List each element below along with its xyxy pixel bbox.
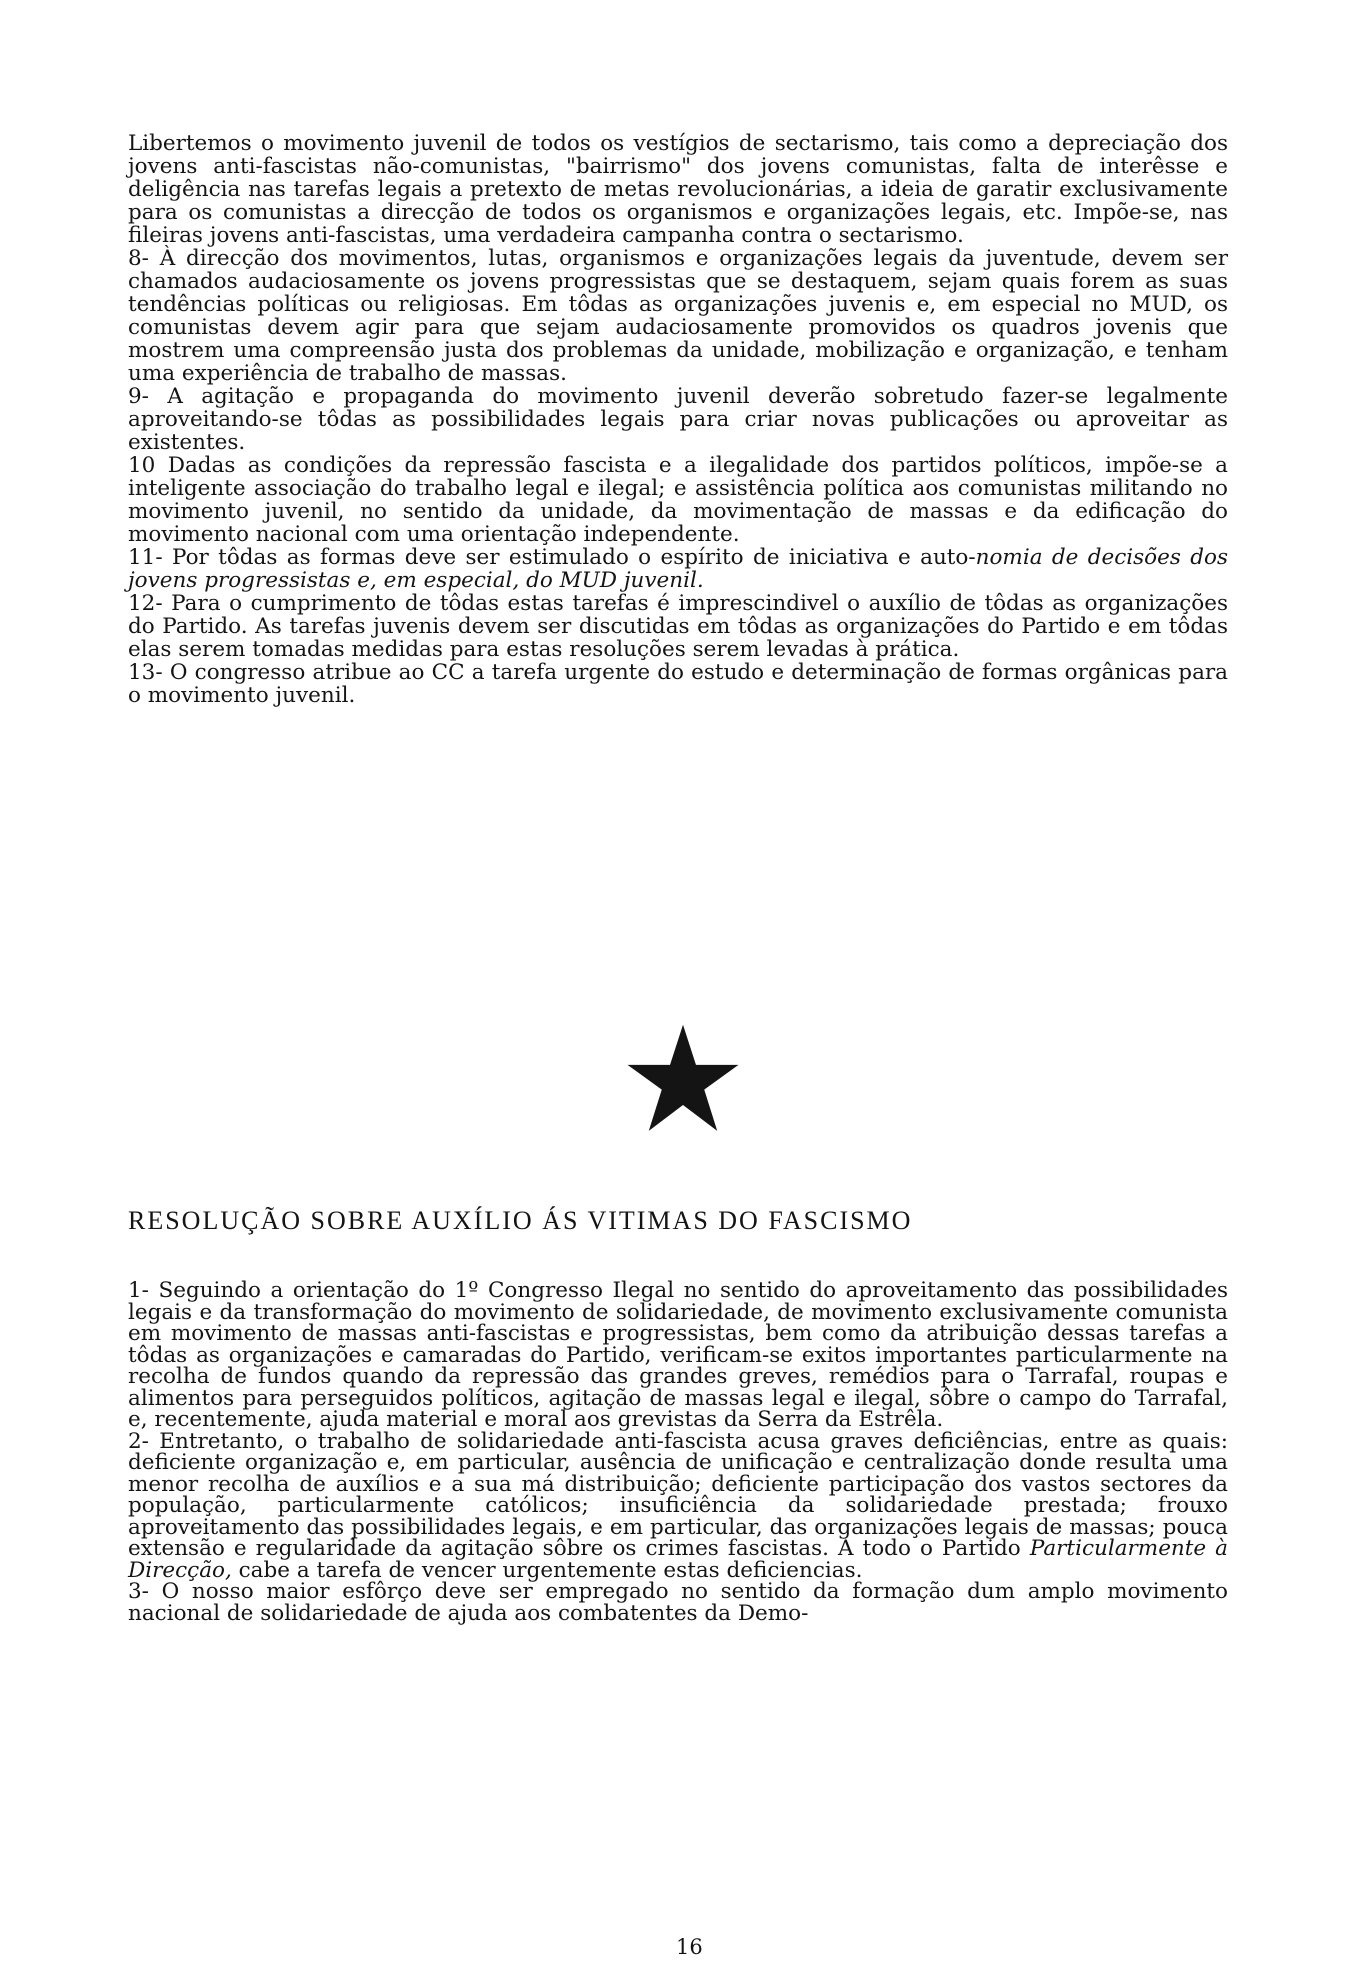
paragraph-12 bbox=[128, 592, 1228, 661]
paragraph-13 bbox=[128, 661, 1228, 707]
paragraph-intro-text: Libertemos o movimento juvenil de todos os vestígios de sectarismo, tais como a depreciação dos jovens anti-fascistas não-comunistas, "bairrismo" dos jovens comunistas, falta de interêsse e deligência nas tarefas legais a pretexto de metas revolucionárias, a ideia de garatir exclusivamente para os comunistas a direcção de todos os organismos e organizações legais, etc. Impõe-se, nas fileiras jovens anti-fascistas, uma verdadeira campanha contra o sectarismo. bbox=[128, 131, 1228, 248]
paragraph-11 bbox=[128, 546, 1228, 592]
paragraph-number: 10 bbox=[128, 453, 156, 478]
paragraph-text: Dadas as condições da repressão fascista e a ilegalidade dos partidos políticos, impõe-se a inteligente associação do trabalho legal e ilegal; e assistência política aos comunistas militando no movimento juvenil, no sentido da unidade, da movimentação de massas e da edificação do movimento nacional com uma orientação independente. bbox=[128, 453, 1228, 547]
paragraph-text: Entretanto, o trabalho de solidariedade anti-fascista acusa graves deficiências, entre as quais: deficiente organização e, em particular, ausência de unificação e centralização donde resulta uma menor recolha de auxílios e a sua má distribuição; deficiente participação dos vastos sectores da população, particularmente católicos; insuficiência da solidariedade prestada; frouxo aproveitamento das possibilidades legais, e em particular, das organizações legais de massas; pouca extensão e regularidade da agitação sôbre os crimes fascistas. A todo o Partido bbox=[128, 1428, 1228, 1561]
paragraph-8 bbox=[128, 247, 1228, 385]
paragraph-text-italic: Particularmente à Direcção, bbox=[128, 1536, 1228, 1583]
paragraph-text: À direcção dos movimentos, lutas, organismos e organizações legais da juventude, devem ser chamados audaciosamente os jovens progressistas que se destaquem, sejam quais forem as suas tendências políticas ou religiosas. Em tôdas as organizações juvenis e, em especial no MUD, os comunistas devem agir para que sejam audaciosamente promovidos os quadros jovenis que mostrem uma compreensão justa dos problemas da unidade, mobilização e organização, e tenham uma experiência de trabalho de massas. bbox=[128, 246, 1228, 386]
star-shape bbox=[628, 1025, 739, 1131]
paragraph-number: 9- bbox=[128, 384, 149, 409]
top-section bbox=[128, 132, 1228, 707]
paragraph-number: 1- bbox=[128, 1278, 149, 1303]
paragraph-number: 8- bbox=[128, 246, 149, 271]
paragraph-text: Seguindo a orientação do 1º Congresso Ilegal no sentido do aproveitamento das possibilidades legais e da transformação do movimento de solidariedade, de movimento exclusivamente comunista em movimento de massas anti-fascistas e progressistas, bem como da atribuição dessas tarefas a tôdas as organizações e camaradas do Partido, verificam-se exitos importantes particularmente na recolha de fundos quando da repressão das grandes greves, remédios para o Tarrafal, roupas e alimentos para perseguidos políticos, agitação de massas legal e ilegal, sôbre o campo do Tarrafal, e, recentemente, ajuda material e moral aos grevistas da Serra da Estrêla. bbox=[128, 1278, 1228, 1432]
star-icon bbox=[624, 1020, 742, 1138]
paragraph-text: Por tôdas as formas deve ser estimulado o espírito de iniciativa e auto- bbox=[172, 545, 976, 570]
page-number: 16 bbox=[676, 1935, 703, 1959]
paragraph-text-italic: nomia de decisões dos jovens progressistas e, em especial, do MUD juvenil. bbox=[128, 545, 1228, 593]
paragraph-number: 2- bbox=[128, 1428, 149, 1454]
paragraph-text: cabe a tarefa de vencer urgentemente estas deficiencias. bbox=[238, 1557, 863, 1583]
paragraph-text: Para o cumprimento de tôdas estas tarefas é imprescindivel o auxílio de tôdas as organizações do Partido. As tarefas juvenis devem ser discutidas em tôdas as organizações do Partido e em tôdas elas serem tomadas medidas para estas resoluções serem levadas à prática. bbox=[128, 591, 1228, 662]
paragraph-text: O nosso maior esfôrço deve ser empregado no sentido da formação dum amplo movimento nacional de solidariedade de ajuda aos combatentes da Demo- bbox=[128, 1579, 1229, 1626]
section-heading: RESOLUÇÃO SOBRE AUXÍLIO ÁS VITIMAS DO FASCISMO bbox=[128, 1206, 913, 1235]
paragraph-number: 11- bbox=[128, 545, 163, 570]
bottom-section bbox=[128, 1280, 1228, 1624]
paragraph-text: A agitação e propaganda do movimento juvenil deverão sobretudo fazer-se legalmente aproveitando-se tôdas as possibilidades legais para criar novas publicações ou aproveitar as existentes. bbox=[128, 384, 1228, 455]
paragraph-intro bbox=[128, 132, 1228, 247]
paragraph-number: 13- bbox=[128, 660, 163, 685]
paragraph-3 bbox=[128, 1581, 1228, 1624]
paragraph-2 bbox=[128, 1428, 1228, 1583]
paragraph-10 bbox=[128, 454, 1228, 546]
paragraph-text: O congresso atribue ao CC a tarefa urgente do estudo e determinação de formas orgânicas para o movimento juvenil. bbox=[128, 660, 1228, 708]
paragraph-1 bbox=[128, 1280, 1228, 1431]
paragraph-number: 3- bbox=[128, 1579, 149, 1604]
paragraph-number: 12- bbox=[128, 591, 163, 616]
paragraph-9 bbox=[128, 385, 1228, 454]
